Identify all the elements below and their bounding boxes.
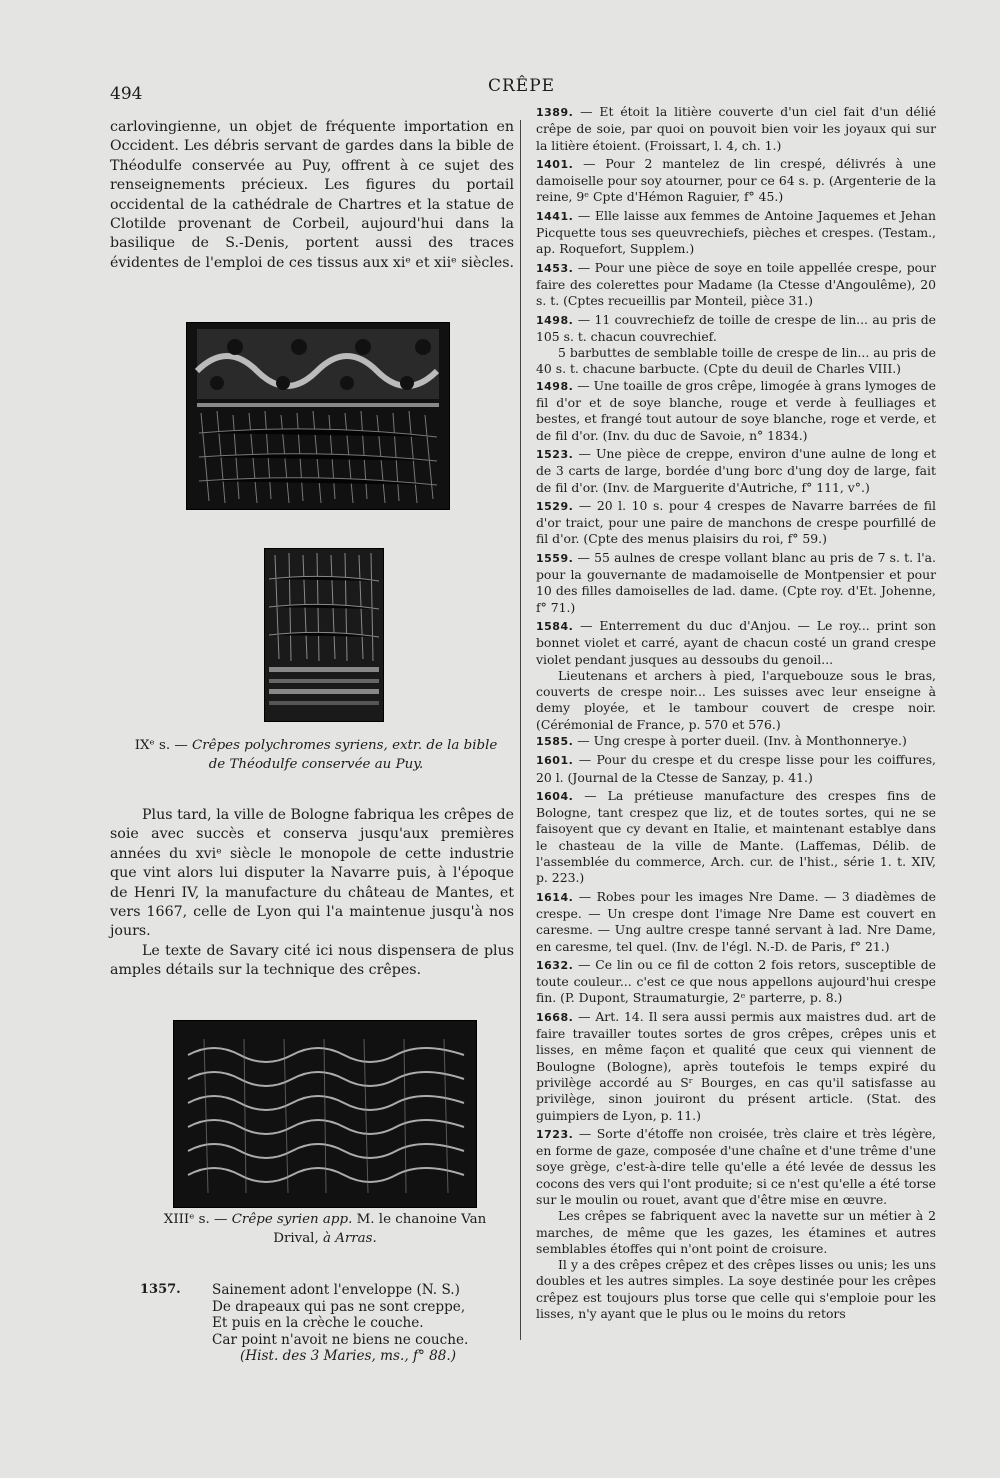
poem-year: 1357. — [140, 1282, 181, 1297]
entry: 1601. — Pour du crespe et du crespe lisse pour les coiffures, 20 l. (Journal de la Ctesse de Sanzay, p. 41.) — [536, 752, 936, 785]
caption-2-place: à Arras. — [322, 1231, 377, 1246]
left-column — [110, 118, 514, 273]
entry: 1723. — Sorte d'étoffe non croisée, très claire et très légère, en forme de gaze, composée d'une chaîne et d'une trême d'une soye grège, c'est-à-dire telle qu'elle a été levée de dessus les cocons des vers qui l'ont produite; si ce n'est qu'elle a été torse sur le moulin ou rouet, avant que d'être mise en œuvre. — [536, 1125, 936, 1207]
column-divider — [520, 120, 521, 1340]
entry: 1632. — Ce lin ou ce fil de cotton 2 fois retors, susceptible de toute couleur... c'est ce que nous appellons aujourd'hui crespe fin. (P. Dupont, Straumaturgie, 2ᵉ parterre, p. 8.) — [536, 956, 936, 1006]
caption-1-prefix: IXᵉ s. — — [134, 738, 192, 753]
crepe-illustration-3 — [173, 1020, 477, 1208]
entry: 1389. — Et étoit la litière couverte d'un ciel fait d'un délié crêpe de soie, par quoi on pouvoit bien voir les joyaux qui sur la litière étoient. (Froissart, l. 4, ch. 1.) — [536, 104, 936, 153]
entry: 1614. — Robes pour les images Nre Dame. — 3 diadèmes de crespe. — Un crespe dont l'image Nre Dame est couvert en caresme. — Ung aultre crespe tanné servant à lad. Nre Dame, en caresme, tel quel. (Inv. de l'égl. N.-D. de Paris, f° 21.) — [536, 888, 936, 954]
entry-continuation: Lieutenans et archers à pied, l'arquebouze sous le bras, couverts de crespe noir... Les suisses avec leur enseigne à demy ployée, et le tambour couvert de crespe noir. (Cérémonial de France, p. 570 et 576.) — [536, 667, 936, 732]
left-body-continued — [110, 806, 514, 981]
poem-lines — [212, 1282, 468, 1365]
entry: 1585. — Ung crespe à porter dueil. (Inv. à Monthonnerye.) — [536, 732, 907, 748]
entry: 1441. — Elle laisse aux femmes de Antoine Jaquemes et Jehan Picquette tous ses queuvrechiefs, pièches et crespes. (Testam., ap. Roquefort, Supplem.) — [536, 207, 936, 257]
poem-line: Sainement adont l'enveloppe (N. S.) — [212, 1282, 460, 1298]
entry: 1498. — 11 couvrechiefz de toille de crespe de lin... au pris de 105 s. t. chacun couvrechief. — [536, 311, 936, 344]
poem-source: (Hist. des 3 Maries, ms., f° 88.) — [240, 1348, 457, 1364]
entry: 1604. — La prétieuse manufacture des crespes fins de Bologne, tant crespez que liz, et de toutes sortes, qui ne se faisoyent que cy devant en Italie, et maintenant establye dans le chasteau de la ville de Mante. (Laffemas, Délib. de l'assemblée du commerce, Arch. cur. de l'hist., série 1. t. XIV, p. 223.) — [536, 787, 936, 886]
caption-2-rest: M. le chanoine Van Drival, — [273, 1212, 487, 1246]
crepe-illustration-2 — [264, 548, 384, 722]
entry: 1529. — 20 l. 10 s. pour 4 crespes de Navarre barrées de fil d'or traict, pour une paire de manchons de crespe pourfillé de fil d'or. (Cpte des menus plaisirs du roi, f° 59.) — [536, 497, 936, 547]
caption-2-prefix: XIIIᵉ s. — — [163, 1212, 232, 1227]
bologne-paragraph: Plus tard, la ville de Bologne fabriqua les crêpes de soie avec succès et conserva jusqu'aux premières années du xviᵉ siècle le monopole de cette industrie que vint alors lui disputer la Navarre puis, à l'époque de Henri IV, la manufacture du château de Mantes, et vers 1667, celle de Lyon qui l'a maintenue jusqu'à nos jours. — [110, 807, 514, 940]
entry: 1498. — Une toaille de gros crêpe, limogée à grans lymoges de fil d'or et de soye blanche, rouge et verde à feulliages et bestes, et frangé tout autour de soye blanche, roge et verde, et de fil d'or. (Inv. du duc de Savoie, n° 1834.) — [536, 377, 936, 443]
closing-paragraph: Les crêpes se fabriquent avec la navette sur un métier à 2 marches, de même que les gazes, les étamines et autres semblables étoffes qui n'ont point de croisure. — [536, 1208, 936, 1256]
poem-line: Car point n'avoit ne biens ne couche. — [212, 1331, 469, 1348]
caption-2-text: Crêpe syrien app. — [231, 1212, 353, 1227]
entry: 1453. — Pour une pièce de soye en toile appellée crespe, pour faire des colerettes pour Madame (la Ctesse d'Angoulême), 20 s. t. (Cptes recueillis par Monteil, pièce 31.) — [536, 259, 936, 309]
closing-paragraph: Il y a des crêpes crêpez et des crêpes lisses ou unis; les uns doubles et les autres simples. La soye destinée pour les crêpes crêpez est toujours plus torse que celle qui s'emploie pour les lisses, n'y ayant que le plus ou le moins du retors — [536, 1257, 936, 1322]
poem-line: De drapeaux qui pas ne sont creppe, — [212, 1298, 466, 1315]
page-number: 494 — [110, 84, 143, 104]
caption-1-text: Crêpes polychromes syriens, extr. de la bible de Théodulfe conservée au Puy. — [192, 738, 498, 772]
poem-line: Et puis en la crèche le couche. — [212, 1315, 424, 1331]
figure-caption-2 — [160, 1210, 490, 1248]
crepe-illustration-1 — [186, 322, 450, 510]
intro-paragraph: carlovingienne, un objet de fréquente importation en Occident. Les débris servant de gardes dans la bible de Théodulfe conservée au Puy, offrent à ce sujet des renseignements précieux. Les figures du portail occidental de la cathédrale de Chartres et la statue de Clotilde provenant de Corbeil, aujourd'hui dans la basilique de S.-Denis, portent aussi des traces évidentes de l'emploi de ces tissus aux xiᵉ et xiiᵉ siècles. — [110, 119, 515, 271]
running-title: CRÊPE — [488, 76, 556, 96]
entry: 1584. — Enterrement du duc d'Anjou. — Le roy... print son bonnet violet et carré, ayant de chacun costé un grand crespe violet pendant jusques au dessoubs du genoil... — [536, 617, 936, 667]
page-header — [0, 72, 1000, 104]
entry: 1559. — 55 aulnes de crespe vollant blanc au pris de 7 s. t. l'a. pour la gouvernante de madamoiselle de Montpensier et pour 10 des filles damoiselles de lad. dame. (Cpte roy. d'Et. Johenne, f° 71.) — [536, 549, 936, 615]
entry: 1401. — Pour 2 mantelez de lin crespé, délivrés à une damoiselle pour soy atourner, pour ce 64 s. p. (Argenterie de la reine, 9ᵉ Cpte d'Hémon Raguier, f° 45.) — [536, 155, 936, 205]
right-column — [536, 104, 936, 1322]
entry: 1523. — Une pièce de creppe, environ d'une aulne de long et de 3 carts de large, bordée d'ung borc d'ung doy de large, fait de fil d'or. (Inv. de Marguerite d'Autriche, f° 111, v°.) — [536, 445, 936, 495]
figure-caption-1 — [126, 736, 506, 774]
entry: 1668. — Art. 14. Il sera aussi permis aux maistres dud. art de faire travailler toutes sortes de gros crêpes, crêpes unis et lisses, en même façon et qualité que ceux qui viennent de Boulogne (Bologne), après toutefois le temps expiré du privilège accordé au Sʳ Bourges, en cas qu'il satisfasse au privilège, sinon jouiront du présent article. (Stat. des guimpiers de Lyon, p. 11.) — [536, 1008, 936, 1123]
entry-continuation: 5 barbuttes de semblable toille de crespe de lin... au pris de 40 s. t. chacune barbucte. (Cpte du deuil de Charles VIII.) — [536, 345, 936, 377]
savary-paragraph: Le texte de Savary cité ici nous dispensera de plus amples détails sur la technique des crêpes. — [110, 942, 514, 979]
